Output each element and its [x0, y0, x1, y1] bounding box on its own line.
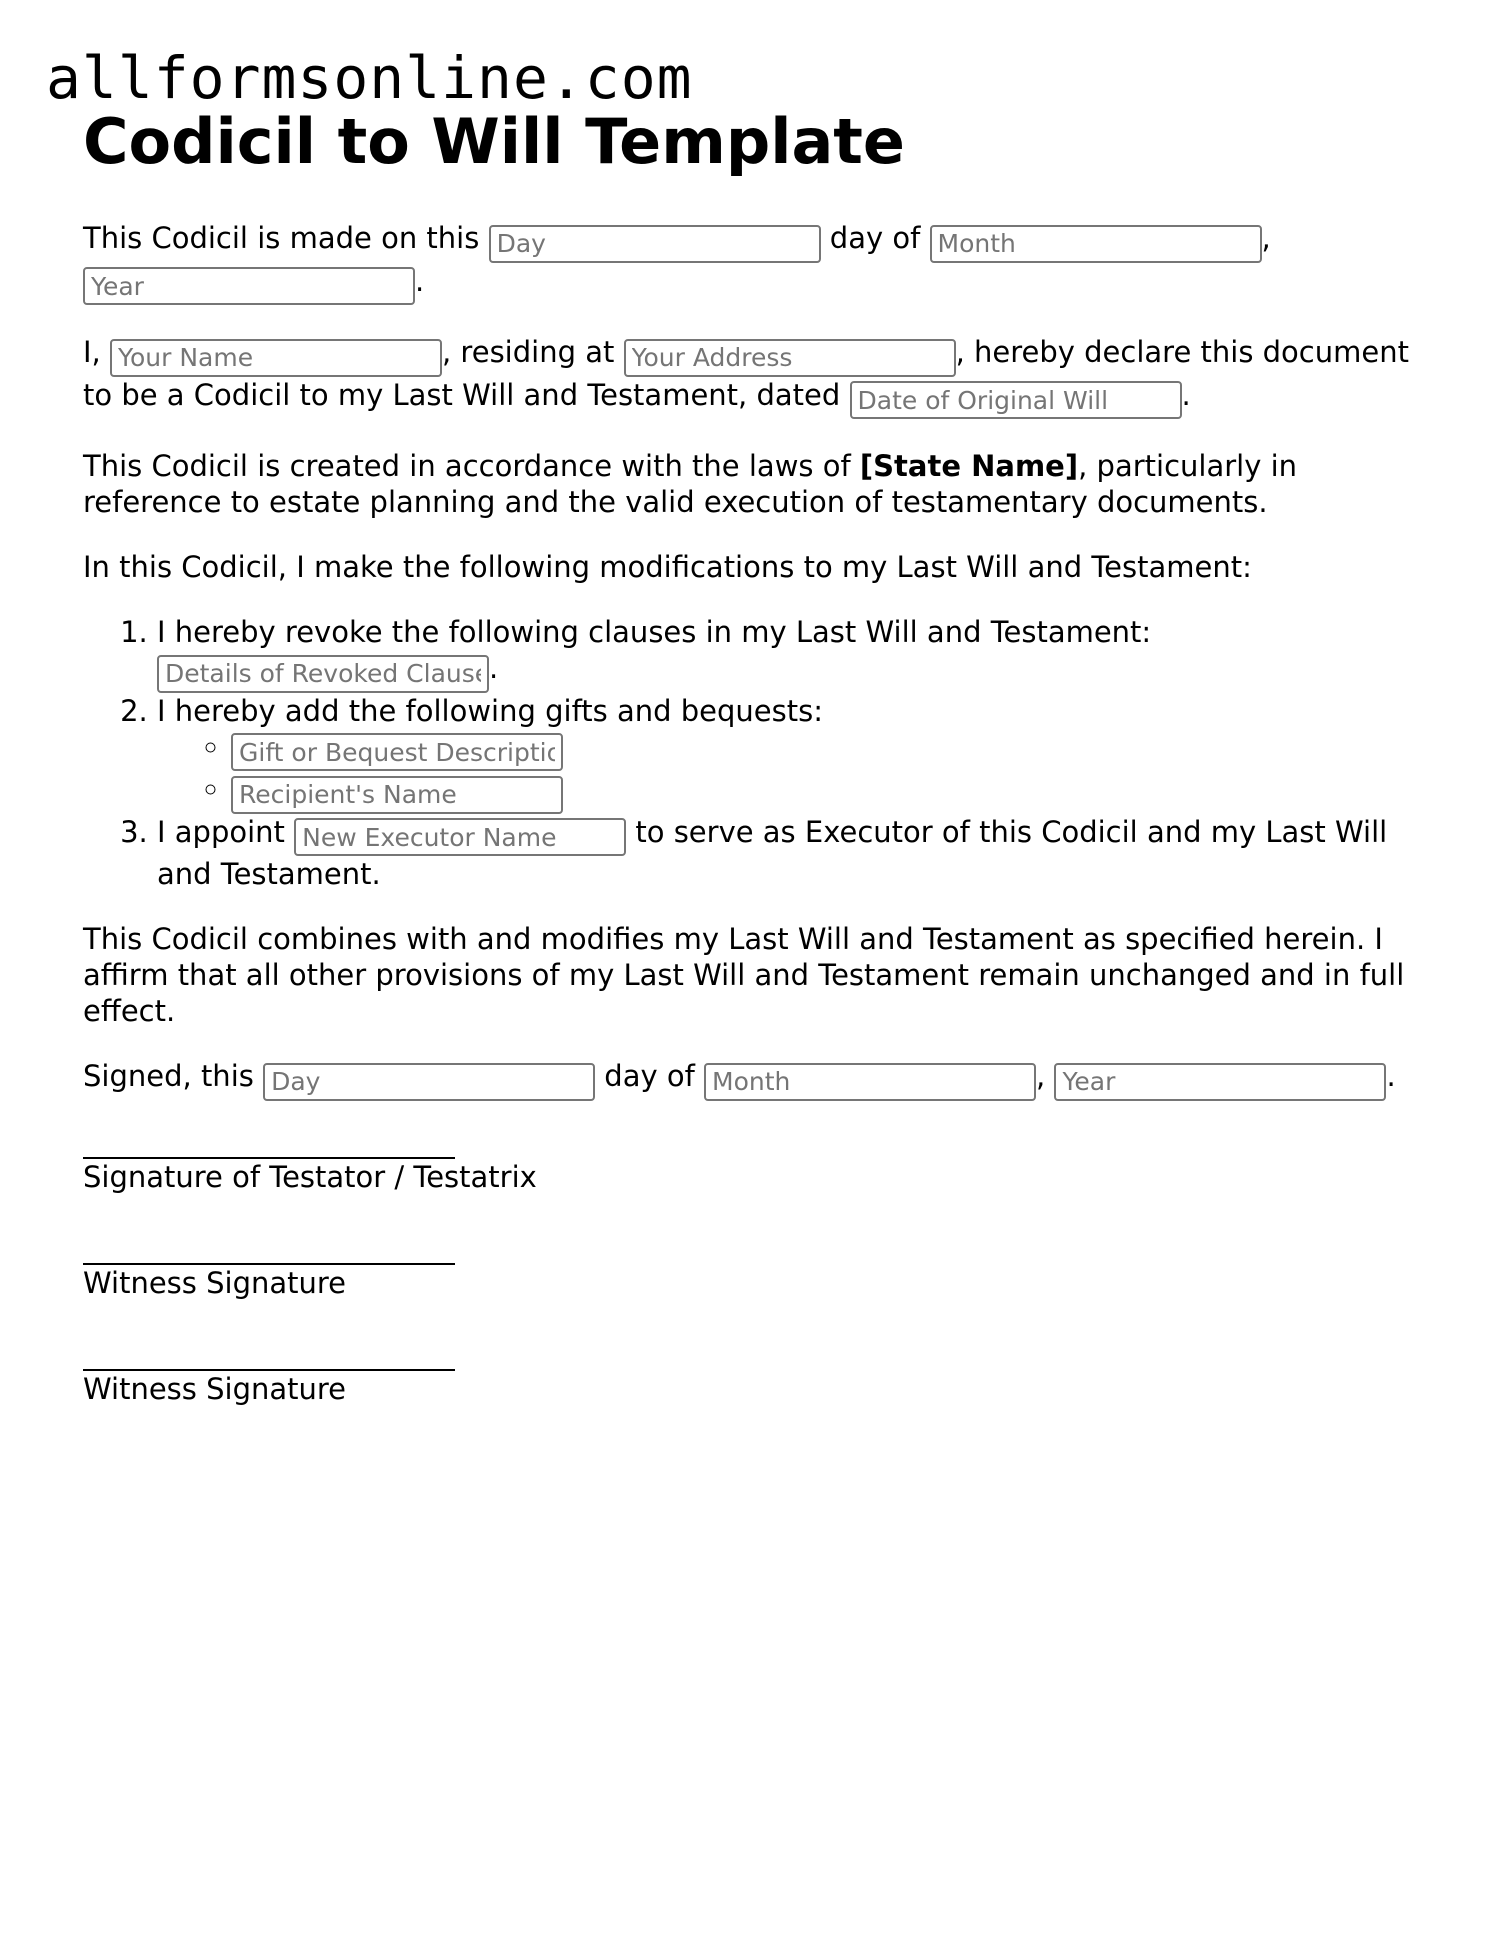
intro-day-input[interactable] — [489, 225, 821, 263]
signed-day-input[interactable] — [263, 1063, 595, 1101]
signature-block — [83, 1131, 1443, 1407]
declaration-paragraph — [83, 334, 1443, 419]
intro-text-2: day of — [829, 221, 921, 255]
signature-line — [83, 1343, 455, 1371]
signed-text-2: day of — [604, 1059, 695, 1093]
signed-text-4: . — [1386, 1059, 1396, 1093]
gifts-list — [157, 729, 1443, 814]
site-name: allformsonline.com — [46, 44, 693, 112]
signature-label: Signature of Testator / Testatrix — [83, 1159, 537, 1194]
intro-text-1: This Codicil is made on this — [83, 221, 480, 255]
signature-testator — [83, 1131, 1443, 1195]
gift-description-input[interactable] — [231, 733, 563, 771]
signature-label: Witness Signature — [83, 1371, 347, 1406]
modifications-intro: In this Codicil, I make the following modifications to my Last Will and Testament: — [83, 550, 1252, 584]
your-name-input[interactable] — [110, 339, 442, 377]
list-item-gift — [231, 729, 1443, 772]
document-body — [83, 104, 1443, 1449]
law-text-2: , particularly in reference to estate planning and the valid execution of testamentary documents. — [83, 449, 1298, 519]
original-will-date-input[interactable] — [850, 381, 1182, 419]
revoked-clause-input[interactable] — [157, 655, 489, 693]
list-item-recipient — [231, 771, 1443, 814]
intro-text-4: . — [415, 263, 425, 298]
declaration-text-2: , residing at — [442, 335, 615, 369]
list-item-appoint — [157, 814, 1443, 893]
signed-year-input[interactable] — [1054, 1063, 1386, 1101]
signature-line — [83, 1237, 455, 1265]
declaration-text-4: . — [1181, 377, 1191, 412]
signature-witness-1 — [83, 1237, 1443, 1301]
appoint-text-2: to serve as Executor of this Codicil and my Last Will and Testament. — [157, 814, 1388, 891]
signed-month-input[interactable] — [704, 1063, 1036, 1101]
law-text-1: This Codicil is created in accordance with the laws of — [83, 449, 851, 483]
appoint-text-1: I appoint — [157, 814, 285, 849]
state-name: [State Name] — [859, 449, 1079, 483]
list-item-revoke — [157, 614, 1443, 693]
recipient-name-input[interactable] — [231, 776, 563, 814]
list-item-add-gifts — [157, 693, 1443, 814]
intro-month-input[interactable] — [930, 225, 1262, 263]
signature-witness-2 — [83, 1343, 1443, 1407]
signature-line — [83, 1131, 455, 1159]
declaration-text-1: I, — [83, 335, 101, 369]
page-title: Codicil to Will Template — [83, 105, 905, 178]
revoke-text: I hereby revoke the following clauses in my Last Will and Testament: — [157, 615, 1152, 649]
intro-paragraph — [83, 220, 1443, 305]
declaration-text-3: , hereby declare this document to be a Codicil to my Last Will and Testament, dated — [83, 335, 1409, 412]
your-address-input[interactable] — [624, 339, 956, 377]
add-gifts-text: I hereby add the following gifts and bequests: — [157, 693, 823, 728]
intro-year-input[interactable] — [83, 267, 415, 305]
law-paragraph — [83, 448, 1443, 520]
signature-label: Witness Signature — [83, 1265, 347, 1300]
signed-text-1: Signed, this — [83, 1059, 254, 1093]
affirmation-paragraph: This Codicil combines with and modifies my Last Will and Testament as specified herein. I affirm that all other provisions of my Last Will and Testament remain unchanged and in full effect. — [83, 922, 1405, 1028]
revoke-end: . — [489, 651, 499, 685]
intro-text-3: , — [1261, 221, 1271, 255]
new-executor-input[interactable] — [294, 818, 626, 856]
signed-paragraph — [83, 1058, 1443, 1101]
modifications-list — [83, 614, 1443, 892]
signed-text-3: , — [1036, 1059, 1046, 1093]
